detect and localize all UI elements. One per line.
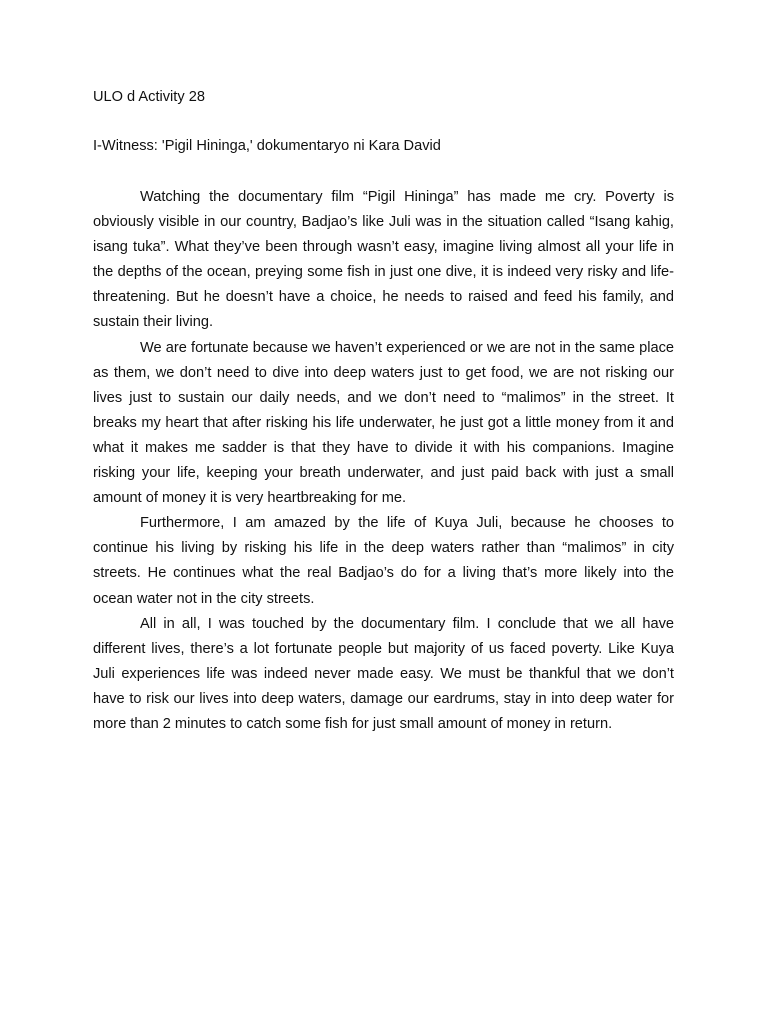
paragraph-1: Watching the documentary film “Pigil Hininga” has made me cry. Poverty is obviously visible in our country, Badjao’s like Juli was in the situation called “Isang kahig, isang tuka”. What they’ve been through wasn’t easy, imagine living almost all your life in the depths of the ocean, preying some fish in just one dive, it is indeed very risky and life-threatening. But he doesn’t have a choice, he needs to raised and feed his family, and sustain their living.	[93, 189, 674, 331]
document-body	[93, 87, 674, 737]
activity-heading: ULO d Activity 28	[93, 89, 205, 105]
paragraph-4: All in all, I was touched by the documentary film. I conclude that we all have different lives, there’s a lot fortunate people but majority of us faced poverty. Like Kuya Juli experiences life was indeed never made easy. We must be thankful that we don’t have to risk our lives into deep waters, damage our eardrums, stay in into deep water for more than 2 minutes to catch some fish for just small amount of money in return.	[93, 615, 674, 732]
paragraph-2: We are fortunate because we haven’t experienced or we are not in the same place as them, we don’t need to dive into deep waters just to get food, we are not risking our lives just to sustain our daily needs, and we don’t need to “malimos” in the street. It breaks my heart that after risking his life underwater, he just got a little money from it and what it makes me sadder is that they have to divide it with his companions. Imagine risking your life, keeping your breath underwater, and just paid back with just a small amount of money it is very heartbreaking for me.	[93, 339, 674, 507]
paragraph-3: Furthermore, I am amazed by the life of Kuya Juli, because he chooses to continue his living by risking his life in the deep waters rather than “malimos” in city streets. He continues what the real Badjao’s do for a living that’s more likely into the ocean water not in the city streets.	[93, 515, 674, 607]
spacer	[93, 156, 674, 185]
spacer	[93, 107, 674, 136]
document-subtitle: I-Witness: 'Pigil Hininga,' dokumentaryo ni Kara David	[93, 138, 441, 154]
